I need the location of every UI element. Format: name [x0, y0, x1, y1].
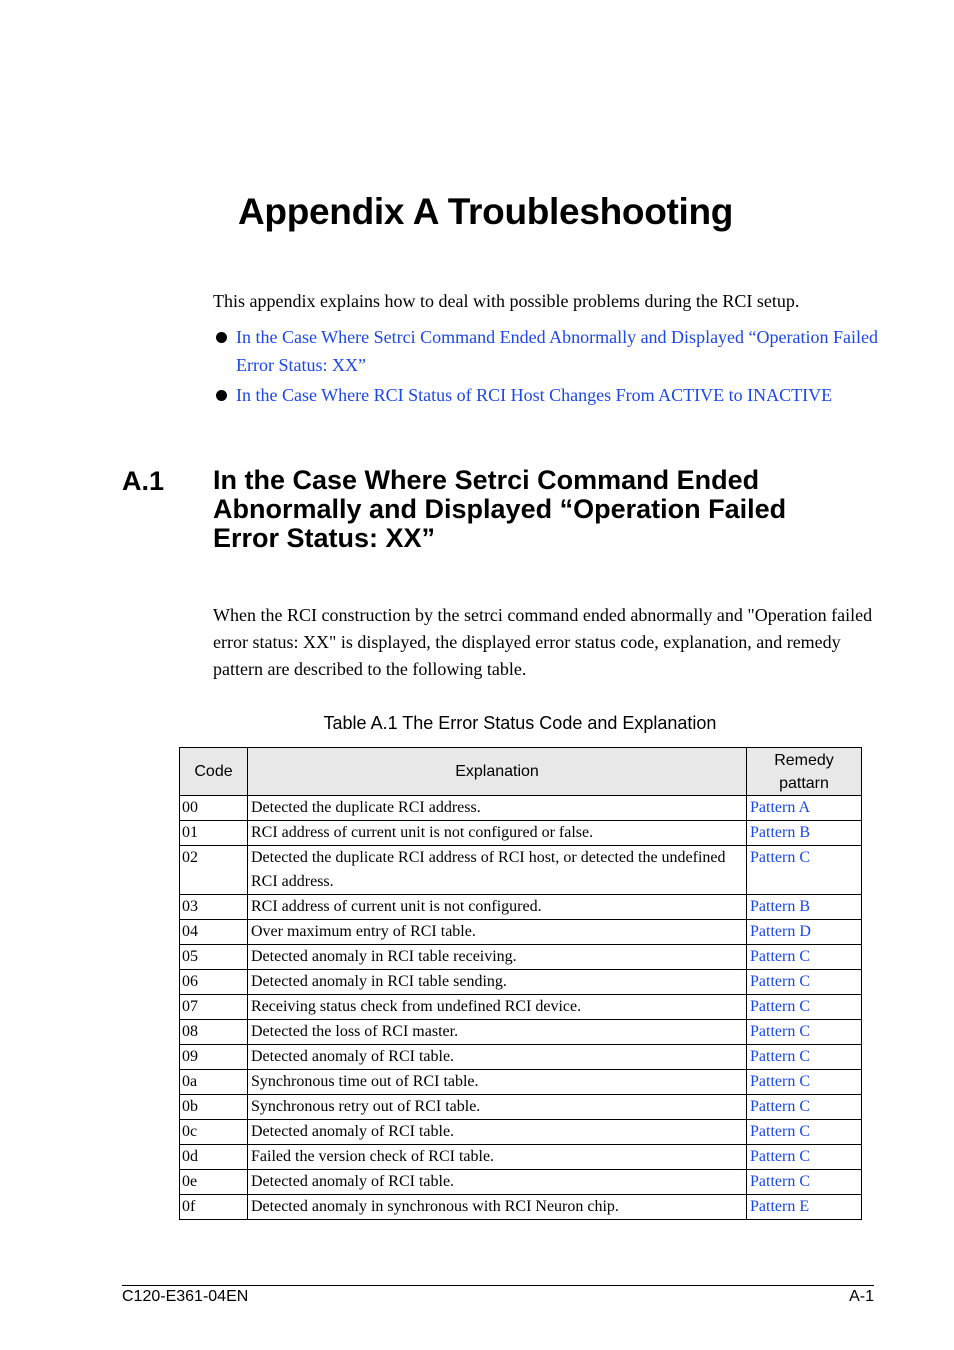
cell-explanation: RCI address of current unit is not configured. [248, 895, 747, 920]
cell-remedy [747, 821, 862, 846]
cell-remedy [747, 1120, 862, 1145]
remedy-pattern-link[interactable]: Pattern A [750, 799, 810, 816]
cell-remedy [747, 1045, 862, 1070]
toc-link-list [213, 323, 885, 411]
cell-remedy [747, 970, 862, 995]
toc-link-a2[interactable]: In the Case Where RCI Status of RCI Host Changes From ACTIVE to INACTIVE [236, 385, 833, 405]
cell-code: 0a [180, 1070, 248, 1095]
table-caption: Table A.1 The Error Status Code and Explanation [323, 713, 717, 733]
cell-code: 0f [180, 1195, 248, 1220]
cell-remedy [747, 1170, 862, 1195]
toc-link-a1[interactable]: In the Case Where Setrci Command Ended Abnormally and Displayed “Operation Failed Error Status: XX” [236, 327, 878, 375]
cell-code: 00 [180, 796, 248, 821]
cell-explanation: Receiving status check from undefined RCI device. [248, 995, 747, 1020]
cell-remedy [747, 895, 862, 920]
section-number: A.1 [122, 466, 165, 496]
table-row [180, 895, 862, 920]
table-row [180, 1020, 862, 1045]
cell-explanation: Detected anomaly in RCI table sending. [248, 970, 747, 995]
table-row [180, 995, 862, 1020]
footer-divider [122, 1285, 874, 1286]
cell-explanation: Failed the version check of RCI table. [248, 1145, 747, 1170]
cell-explanation: Detected the duplicate RCI address of RCI host, or detected the undefined RCI address. [248, 846, 747, 895]
remedy-pattern-link[interactable]: Pattern C [750, 849, 810, 866]
cell-remedy [747, 1195, 862, 1220]
remedy-pattern-link[interactable]: Pattern C [750, 1048, 810, 1065]
footer-page-number: A-1 [849, 1288, 874, 1305]
remedy-pattern-link[interactable]: Pattern B [750, 898, 810, 915]
remedy-pattern-link[interactable]: Pattern C [750, 948, 810, 965]
bullet-icon [216, 390, 227, 401]
cell-explanation: Detected anomaly in RCI table receiving. [248, 945, 747, 970]
cell-code: 0c [180, 1120, 248, 1145]
remedy-pattern-link[interactable]: Pattern C [750, 1123, 810, 1140]
table-row [180, 1095, 862, 1120]
header-remedy: Remedy pattarn [747, 748, 862, 796]
cell-code: 06 [180, 970, 248, 995]
remedy-pattern-link[interactable]: Pattern C [750, 973, 810, 990]
table-row [180, 920, 862, 945]
cell-explanation: Detected anomaly of RCI table. [248, 1045, 747, 1070]
cell-code: 0d [180, 1145, 248, 1170]
table-row [180, 796, 862, 821]
cell-explanation: Synchronous retry out of RCI table. [248, 1095, 747, 1120]
table-row [180, 1195, 862, 1220]
page-title: Appendix A Troubleshooting [238, 190, 734, 232]
remedy-pattern-link[interactable]: Pattern C [750, 1173, 810, 1190]
cell-explanation: Over maximum entry of RCI table. [248, 920, 747, 945]
cell-remedy [747, 995, 862, 1020]
cell-code: 02 [180, 846, 248, 895]
cell-remedy [747, 1095, 862, 1120]
cell-remedy [747, 920, 862, 945]
cell-code: 07 [180, 995, 248, 1020]
toc-item [213, 323, 885, 379]
table-row [180, 1170, 862, 1195]
toc-item [213, 381, 885, 409]
cell-explanation: Detected the duplicate RCI address. [248, 796, 747, 821]
footer-doc-id: C120-E361-04EN [122, 1288, 249, 1305]
table-row [180, 1045, 862, 1070]
header-code: Code [180, 748, 248, 796]
cell-code: 0e [180, 1170, 248, 1195]
cell-code: 01 [180, 821, 248, 846]
remedy-pattern-link[interactable]: Pattern C [750, 1098, 810, 1115]
cell-explanation: Synchronous time out of RCI table. [248, 1070, 747, 1095]
table-row [180, 1070, 862, 1095]
table-row [180, 970, 862, 995]
remedy-pattern-link[interactable]: Pattern C [750, 1148, 810, 1165]
cell-explanation: Detected anomaly in synchronous with RCI Neuron chip. [248, 1195, 747, 1220]
error-status-table [179, 747, 862, 1220]
table-row [180, 1145, 862, 1170]
cell-code: 0b [180, 1095, 248, 1120]
remedy-pattern-link[interactable]: Pattern B [750, 824, 810, 841]
cell-explanation: RCI address of current unit is not configured or false. [248, 821, 747, 846]
table-row [180, 846, 862, 895]
cell-remedy [747, 1020, 862, 1045]
remedy-pattern-link[interactable]: Pattern D [750, 923, 811, 940]
cell-remedy [747, 846, 862, 895]
cell-code: 05 [180, 945, 248, 970]
section-title: In the Case Where Setrci Command Ended Abnormally and Displayed “Operation Failed Error Status: XX” [213, 465, 787, 553]
table-header-row [180, 748, 862, 796]
cell-code: 08 [180, 1020, 248, 1045]
cell-code: 04 [180, 920, 248, 945]
cell-remedy [747, 945, 862, 970]
cell-remedy [747, 796, 862, 821]
cell-remedy [747, 1145, 862, 1170]
remedy-pattern-link[interactable]: Pattern E [750, 1198, 810, 1215]
bullet-icon [216, 332, 227, 343]
remedy-pattern-link[interactable]: Pattern C [750, 1073, 810, 1090]
table-body [180, 796, 862, 1220]
remedy-pattern-link[interactable]: Pattern C [750, 1023, 810, 1040]
cell-explanation: Detected anomaly of RCI table. [248, 1170, 747, 1195]
header-explanation: Explanation [248, 748, 747, 796]
table-row [180, 945, 862, 970]
remedy-pattern-link[interactable]: Pattern C [750, 998, 810, 1015]
cell-remedy [747, 1070, 862, 1095]
cell-code: 09 [180, 1045, 248, 1070]
section-body: When the RCI construction by the setrci command ended abnormally and "Operation failed error status: XX" is displayed, the displayed error status code, explanation, and remedy pattern are described to the following table. [213, 605, 873, 679]
cell-explanation: Detected anomaly of RCI table. [248, 1120, 747, 1145]
cell-explanation: Detected the loss of RCI master. [248, 1020, 747, 1045]
intro-paragraph: This appendix explains how to deal with possible problems during the RCI setup. [213, 291, 800, 311]
table-row [180, 821, 862, 846]
cell-code: 03 [180, 895, 248, 920]
table-row [180, 1120, 862, 1145]
